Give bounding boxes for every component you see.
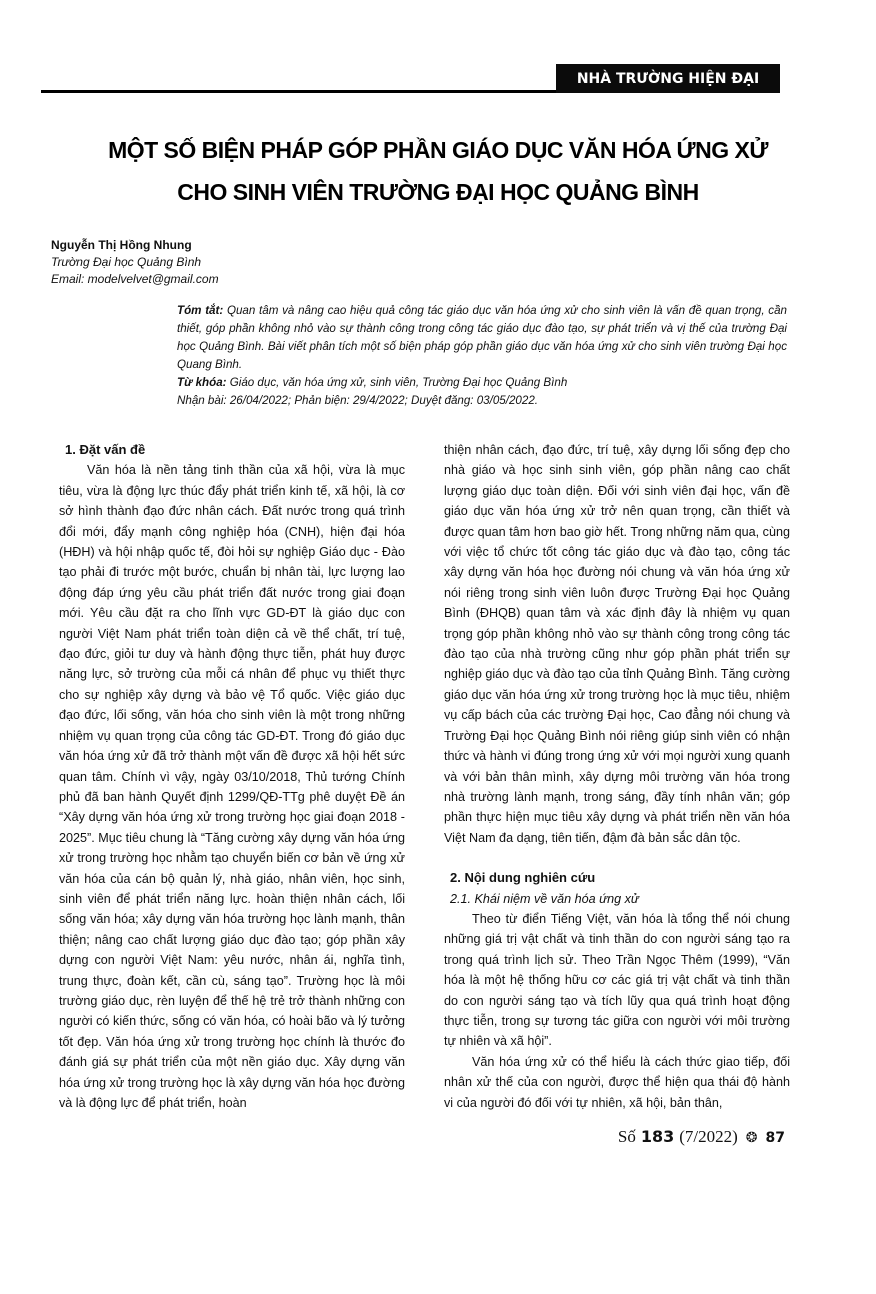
circle-star-icon: ❂ xyxy=(745,1131,758,1147)
abstract-keywords xyxy=(177,374,787,392)
summary-text: Quan tâm và nâng cao hiệu quả công tác giáo dục văn hóa ứng xử cho sinh viên là vấn đề quan trọng, cần thiết, góp phần không nhỏ vào sự thành công trong công tác giáo dục đào tạo, sự phát triển và vị thế của trường Đại học Quảng Bình. Bài viết phân tích một số biện pháp góp phần giáo dục văn hóa ứng xử cho sinh viên trường Đại học Quang Bình. xyxy=(177,304,787,371)
running-header xyxy=(41,62,835,93)
abstract-dates: Nhận bài: 26/04/2022; Phản biện: 29/4/2022; Duyệt đăng: 03/05/2022. xyxy=(177,394,538,407)
page-number: 87 xyxy=(765,1130,785,1147)
right-column xyxy=(444,440,790,1113)
section-label: NHÀ TRƯỜNG HIỆN ĐẠI xyxy=(576,70,760,87)
section-1-paragraph-continued: thiện nhân cách, đạo đức, trí tuệ, xây dựng lối sống đẹp cho nhà giáo và học sinh sinh viên, góp phần nâng cao chất lượng giáo dục toàn diện. Đối với sinh viên đại học, vấn đề giáo dục văn hóa ứng xử trở nên quan trọng, cần thiết và được quan tâm hơn bao giờ hết. Trong những năm qua, cùng với việc tổ chức tốt công tác giáo dục và đào tạo, công tác xây dựng văn hóa học đường nói chung và văn hóa ứng xử nói riêng trong sinh viên luôn được Trường Đại học Quảng Bình (ĐHQB) quan tâm và xác định đây là nhiệm vụ quan trọng góp phần không nhỏ vào sự thành công trong công tác đào tạo của nhà trường cũng như góp phần phát triển sự nghiệp giáo dục và đào tạo của tỉnh Quảng Bình. Tăng cường giáo dục văn hóa ứng xử trong trường học là mục tiêu, nhiệm vụ cấp bách của các trường Đại học, Cao đẳng nói chung và Trường Đại học Quảng Bình nói riêng giúp sinh viên có nhận thức và hành vi đúng trong ứng xử với mọi người xung quanh và với bản thân mình, xây dựng môi trường văn hóa trong nhà trường lành mạnh, trong sáng, đầy tính nhân văn; góp phần thực hiện mục tiêu xây dựng và phát triển nền văn hóa Việt Nam đa dạng, tiên tiến, đậm đà bản sắc dân tộc. xyxy=(444,443,790,845)
author-block xyxy=(51,237,835,288)
keywords-text: Giáo dục, văn hóa ứng xử, sinh viên, Trường Đại học Quảng Bình xyxy=(226,376,568,389)
abstract-summary xyxy=(177,302,787,374)
section-badge xyxy=(556,64,780,93)
section-1-paragraph: Văn hóa là nền tảng tinh thần của xã hội, vừa là mục tiêu, vừa là động lực thúc đẩy phát triển kinh tế, xã hội, là cơ sở hình thành đạo đức nhân cách. Đất nước trong quá trình đổi mới, đẩy mạnh công nghiệp hóa (CNH), hiện đại hóa (HĐH) và hội nhập quốc tế, đòi hỏi sự nghiệp Giáo dục - Đào tạo phải đi trước một bước, chuẩn bị nhân tài, lực lượng lao động đáp ứng yêu cầu phát triển đất nước trong giai đoạn mới. Yêu cầu đặt ra cho lĩnh vực GD-ĐT là giáo dục con người Việt Nam phát triển toàn diện cả về thể chất, trí tuệ, đạo đức, giỏi tư duy và hành động thực tiễn, phát huy được năng lực, sở trường của mỗi cá nhân để phục vụ thiết thực cho sự nghiệp xây dựng và bảo vệ Tổ quốc. Việc giáo dục đạo đức, lối sống, văn hóa cho sinh viên là một trong những nhiệm vụ quan trọng của công tác GD-ĐT. Trong đó giáo dục văn hóa ứng xử đã trở thành một vấn đề được xã hội hết sức quan tâm. Chính vì vậy, ngày 03/10/2018, Thủ tướng Chính phủ đã ban hành Quyết định 1299/QĐ-TTg phê duyệt Đề án “Xây dựng văn hóa ứng xử trong trường học giai đoạn 2018 - 2025”. Mục tiêu chung là “Tăng cường xây dựng văn hóa ứng xử trong trường học nhằm tạo chuyển biến cơ bản về ứng xử văn hóa của cán bộ quản lý, nhà giáo, nhân viên, học sinh, sinh viên để phát triển năng lực. hoàn thiện nhân cách, lối sống văn hóa; xây dựng văn hóa trường học lành mạnh, thân thiện; nâng cao chất lượng giáo dục đào tạo; góp phần xây dựng con người Việt Nam: yêu nước, nhân ái, nghĩa tình, trung thực, đoàn kết, cần cù, sáng tạo”. Trường học là môi trường giáo dục, rèn luyện để thế hệ trẻ trở thành những con người có kiến thức, sống có văn hóa, có hoài bão và lý tưởng tốt đẹp. Văn hóa ứng xử trong trường học chính là thước đo đánh giá sự phát triển của một nền giáo dục. Xây dựng văn hóa ứng xử trong trường học là xây dựng văn hóa học đường và là động lực để phát triển, hoàn xyxy=(59,463,405,1110)
section-1-heading: 1. Đặt vấn đề xyxy=(65,442,146,457)
author-name: Nguyễn Thị Hồng Nhung xyxy=(51,238,192,252)
author-affiliation: Trường Đại học Quảng Bình xyxy=(51,255,202,269)
section-2-1-heading: 2.1. Khái niệm về văn hóa ứng xử xyxy=(450,891,639,906)
issue-date: (7/2022) xyxy=(679,1127,738,1147)
section-2-paragraph-1: Theo từ điển Tiếng Việt, văn hóa là tổng thể nói chung những giá trị vật chất và tinh thần do con người sáng tạo ra trong quá trình lịch sử. Theo Trần Ngọc Thêm (1999), “Văn hóa là một hệ thống hữu cơ các giá trị vật chất và tinh thần do con người sáng tạo và tích lũy qua quá trình hoạt động thực tiễn, trong sự tương tác giữa con người với môi trường tự nhiên và xã hội”. xyxy=(444,911,790,1049)
page-footer xyxy=(41,1127,835,1147)
article-title xyxy=(41,129,835,213)
section-2-heading: 2. Nội dung nghiên cứu xyxy=(450,870,596,886)
left-column xyxy=(59,440,405,1113)
keywords-label: Từ khóa: xyxy=(177,376,227,389)
body-columns xyxy=(59,440,790,1113)
header-rule xyxy=(41,90,556,93)
section-2-paragraph-2: Văn hóa ứng xử có thể hiểu là cách thức giao tiếp, đối nhân xử thế của con người, được thể hiện qua thái độ hành vi của người đó đối với tự nhiên, xã hội, bản thân, xyxy=(444,1054,790,1110)
summary-label: Tóm tắt: xyxy=(177,304,224,317)
title-line-1: MỘT SỐ BIỆN PHÁP GÓP PHẦN GIÁO DỤC VĂN HÓA ỨNG XỬ xyxy=(108,137,768,163)
abstract xyxy=(177,302,787,410)
issue-number: 183 xyxy=(640,1127,675,1147)
section-spacer xyxy=(444,848,790,868)
issue-prefix: Số xyxy=(617,1127,636,1147)
title-line-2: CHO SINH VIÊN TRƯỜNG ĐẠI HỌC QUẢNG BÌNH xyxy=(177,179,699,205)
author-email: Email: modelvelvet@gmail.com xyxy=(51,272,219,286)
